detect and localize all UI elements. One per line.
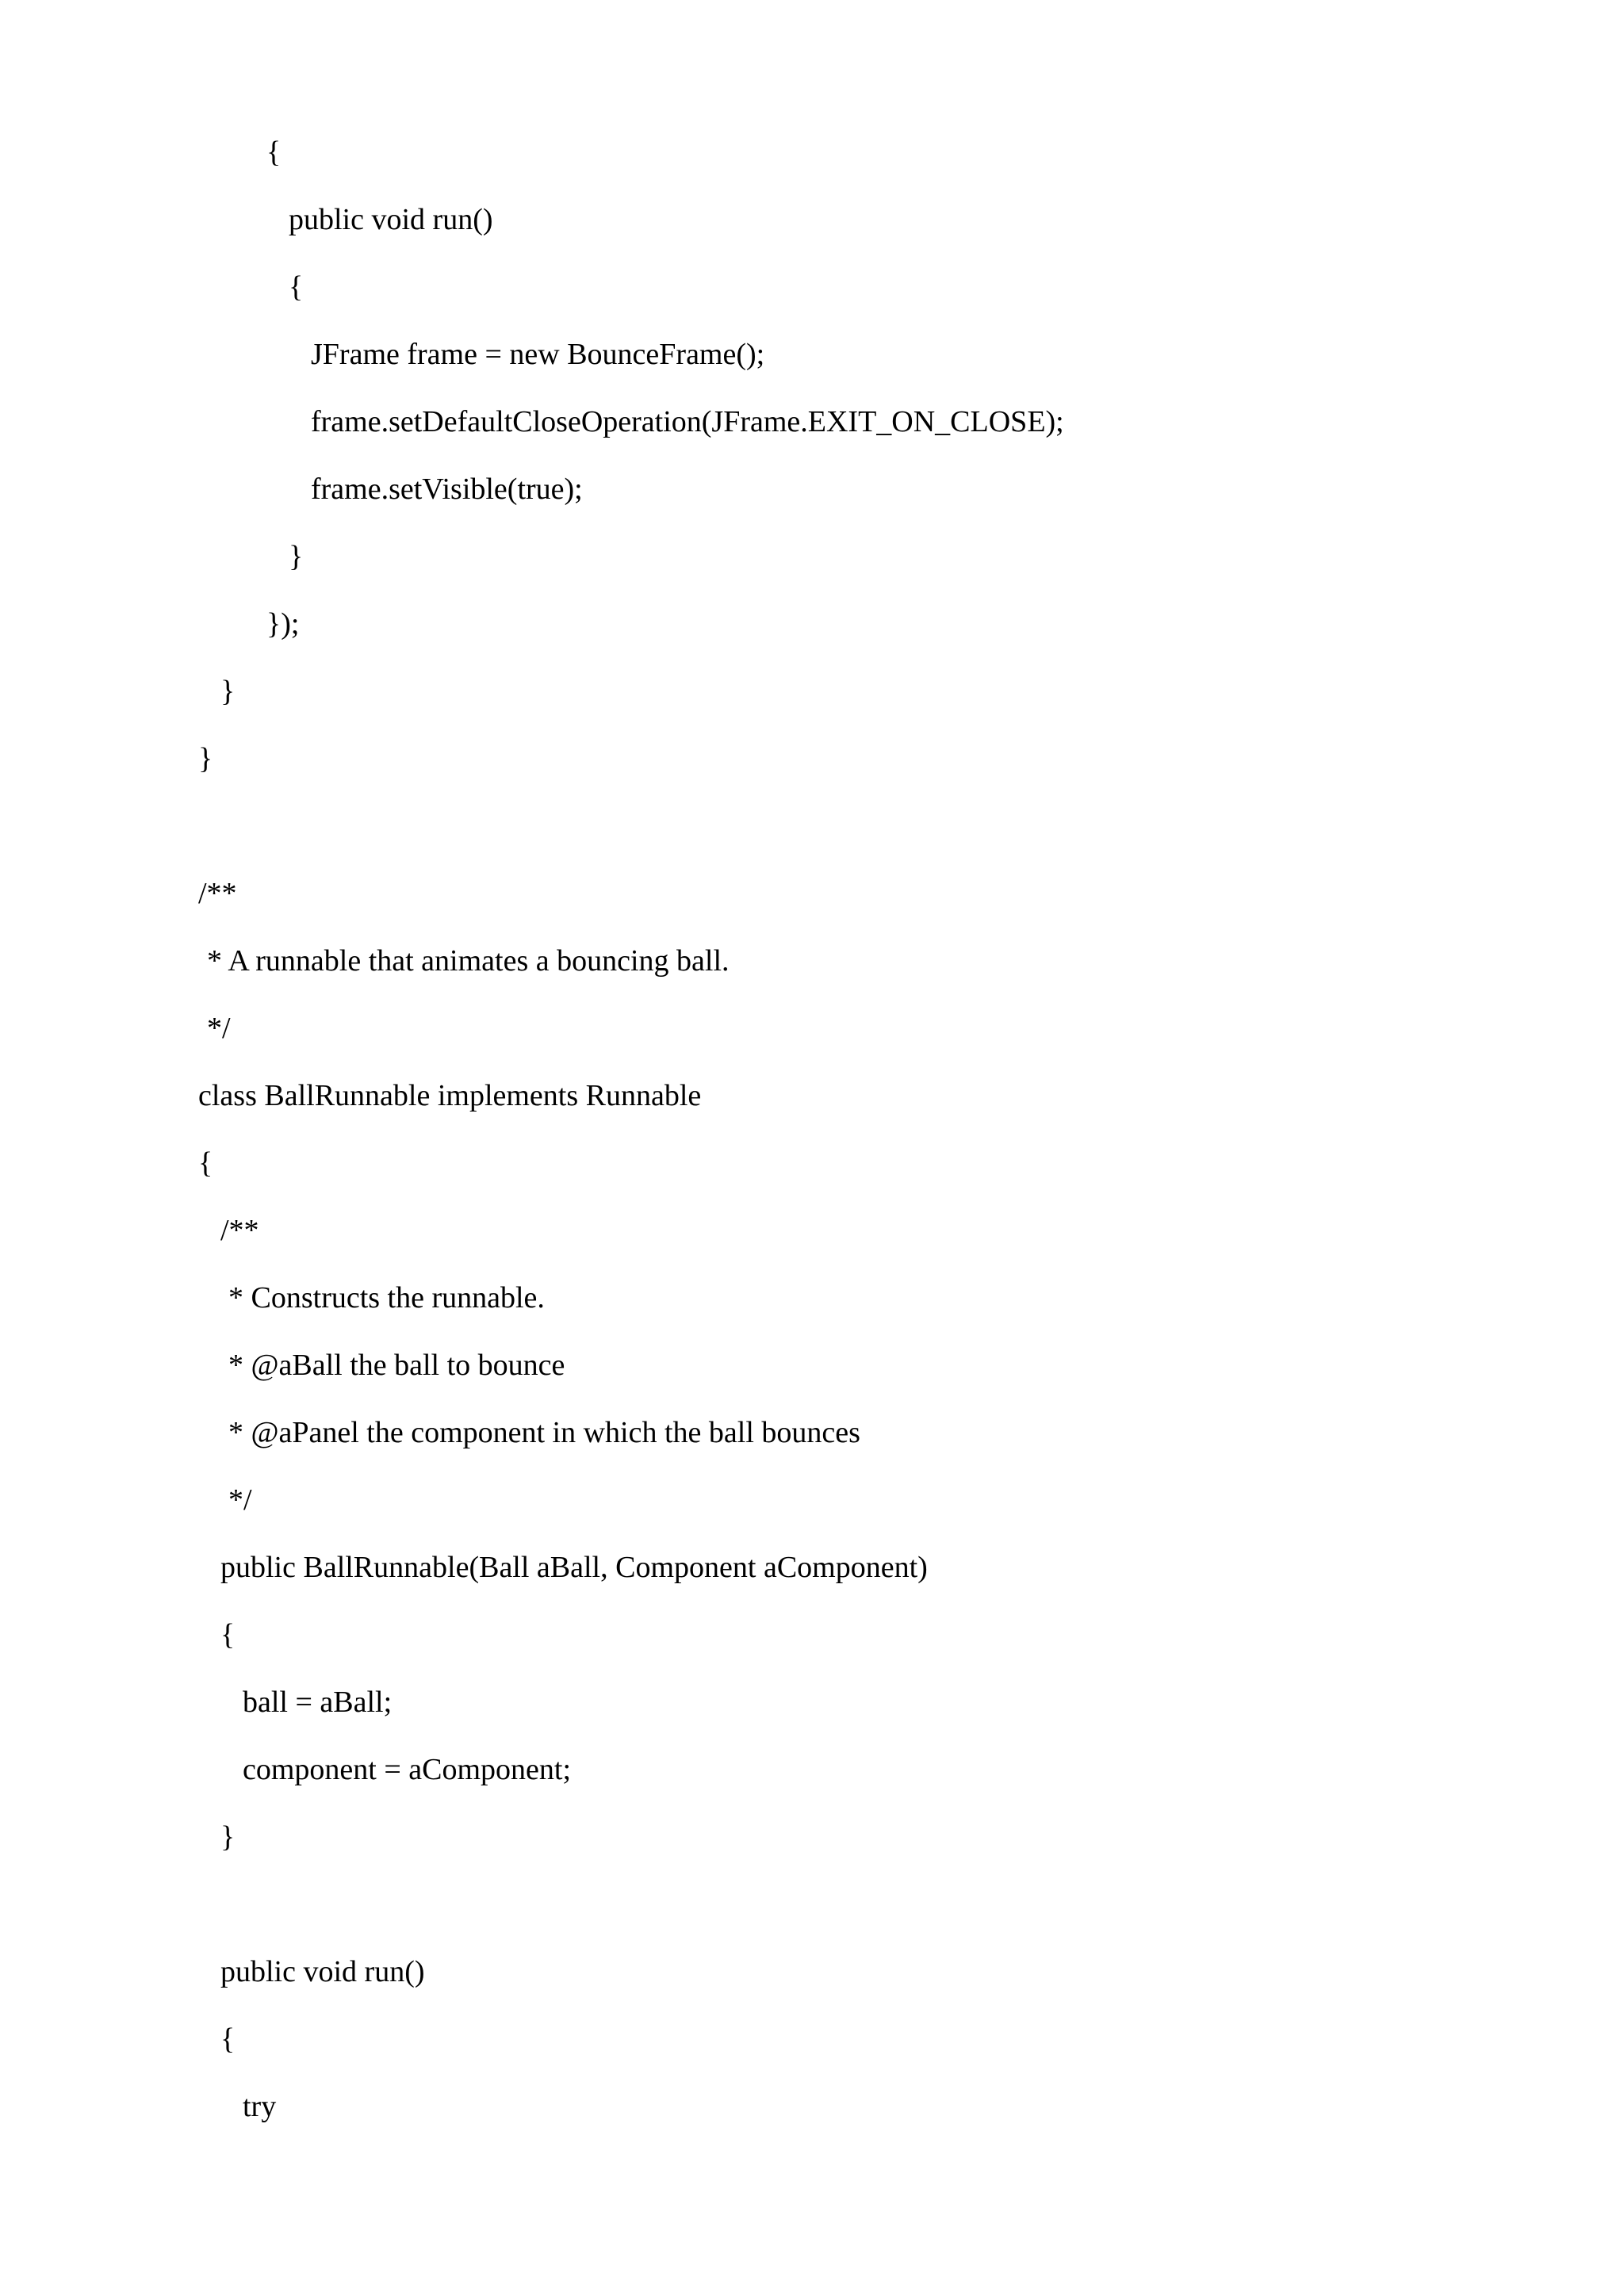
- code-line: class BallRunnable implements Runnable: [198, 1079, 702, 1112]
- code-line: public void run(): [289, 203, 493, 236]
- code-line: * @aBall the ball to bounce: [228, 1349, 565, 1382]
- code-line: frame.setVisible(true);: [311, 473, 583, 506]
- code-line: /**: [220, 1214, 259, 1247]
- code-line: });: [266, 607, 300, 641]
- code-line: {: [220, 1618, 236, 1651]
- code-line: public void run(): [220, 1955, 425, 1988]
- code-line: {: [220, 2022, 236, 2056]
- code-line: {: [198, 1146, 213, 1180]
- code-line: }: [220, 675, 236, 708]
- code-line: * @aPanel the component in which the ball bounces: [228, 1416, 860, 1449]
- code-line: ball = aBall;: [243, 1686, 393, 1719]
- code-line: /**: [198, 877, 237, 910]
- code-line: }: [220, 1820, 236, 1854]
- code-line: */: [207, 1012, 231, 1045]
- code-line: {: [266, 136, 282, 169]
- code-line: * Constructs the runnable.: [228, 1281, 545, 1314]
- code-line: try: [243, 2090, 277, 2123]
- code-line: {: [289, 270, 304, 304]
- code-line: */: [228, 1483, 252, 1517]
- code-line: public BallRunnable(Ball aBall, Component aComponent): [220, 1551, 928, 1584]
- code-line: JFrame frame = new BounceFrame();: [311, 338, 765, 371]
- code-line: }: [198, 742, 213, 775]
- code-line: component = aComponent;: [243, 1753, 572, 1786]
- code-line: frame.setDefaultCloseOperation(JFrame.EXIT_ON_CLOSE);: [311, 405, 1064, 438]
- code-line: }: [289, 540, 304, 573]
- code-line: * A runnable that animates a bouncing ball.: [207, 944, 730, 978]
